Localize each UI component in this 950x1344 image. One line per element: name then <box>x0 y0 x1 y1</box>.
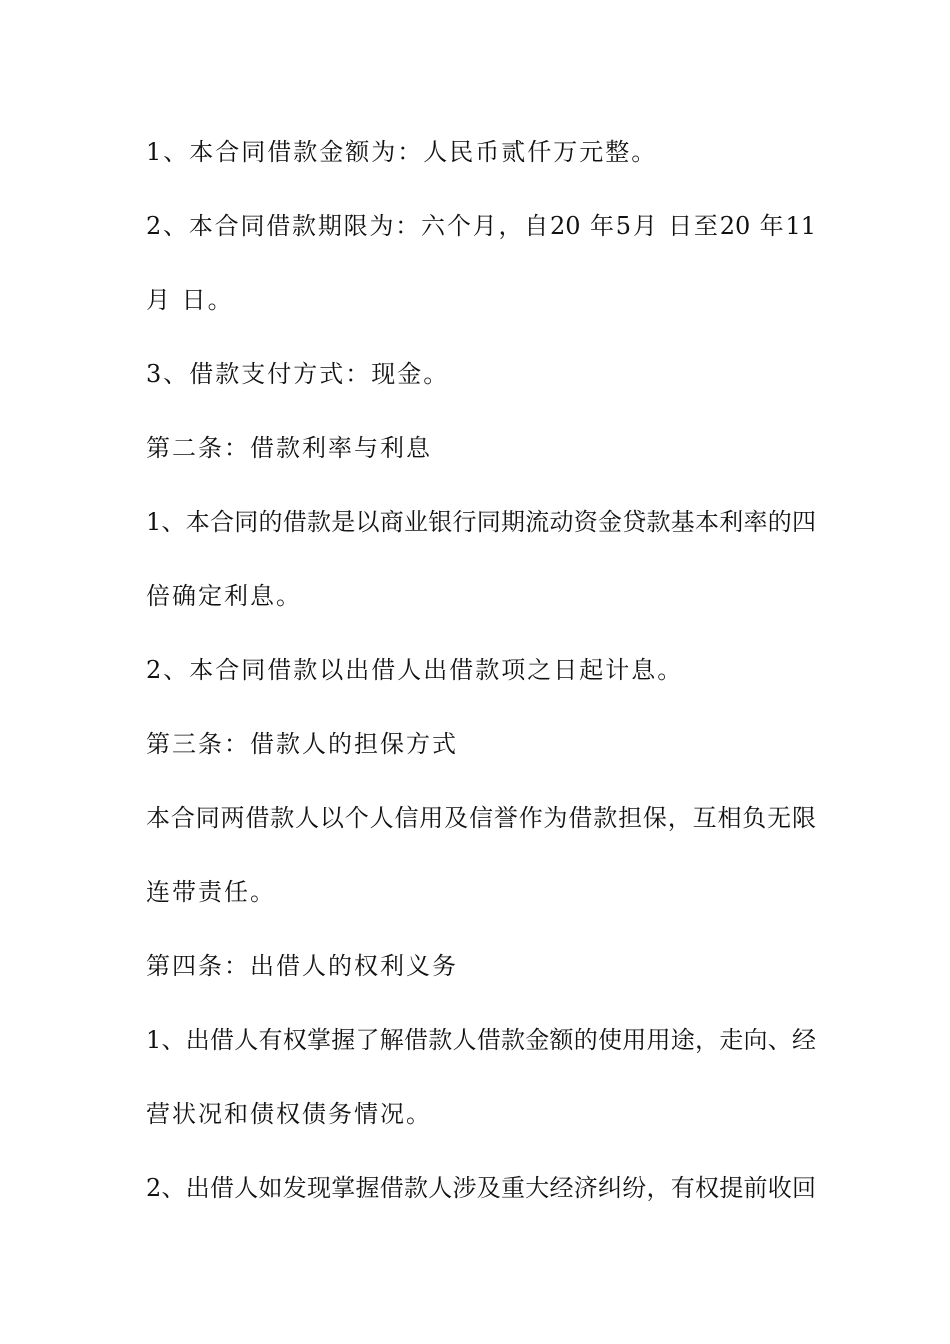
section-heading: 第三条：借款人的担保方式 <box>146 730 458 758</box>
clause-line: 2、本合同借款以出借人出借款项之日起计息。 <box>146 656 684 684</box>
clause-line: 2、出借人如发现掌握借款人涉及重大经济纠纷，有权提前收回 <box>146 1174 816 1202</box>
clause-line: 1、出借人有权掌握了解借款人借款金额的使用用途，走向、经 <box>146 1026 816 1054</box>
section-heading: 第二条：借款利率与利息 <box>146 434 432 462</box>
clause-line: 倍确定利息。 <box>146 582 302 610</box>
clause-line: 本合同两借款人以个人信用及信誉作为借款担保，互相负无限 <box>146 804 816 832</box>
clause-line: 1、本合同借款金额为：人民币贰仟万元整。 <box>146 138 658 166</box>
clause-line: 3、借款支付方式：现金。 <box>146 360 450 388</box>
section-heading: 第四条：出借人的权利义务 <box>146 952 458 980</box>
clause-line: 连带责任。 <box>146 878 276 906</box>
clause-line: 营状况和债权债务情况。 <box>146 1100 432 1128</box>
clause-line: 1、本合同的借款是以商业银行同期流动资金贷款基本利率的四 <box>146 508 816 536</box>
clause-line: 2、本合同借款期限为：六个月，自20 年5月 日至20 年11 <box>146 212 816 240</box>
clause-line: 月 日。 <box>146 286 234 314</box>
